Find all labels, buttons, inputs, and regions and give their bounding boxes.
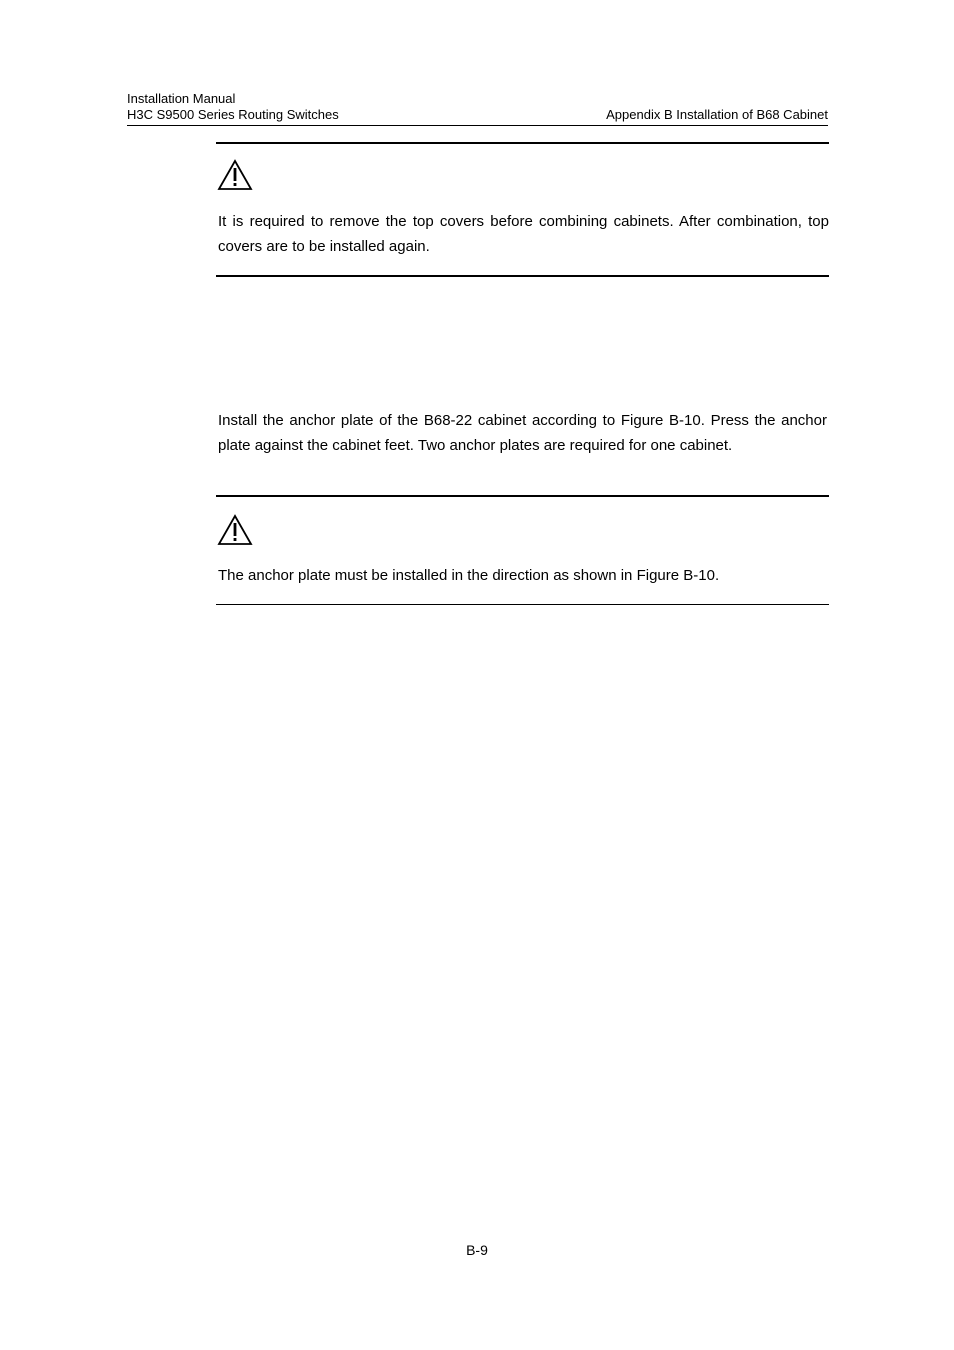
header-title-block — [127, 91, 339, 123]
header-section-title: Appendix B Installation of B68 Cabinet — [606, 107, 828, 122]
caution-icon — [217, 514, 253, 546]
caution-text: The anchor plate must be installed in the direction as shown in Figure B-10. — [218, 567, 720, 584]
caution-text: It is required to remove the top covers before combining cabinets. After combination, top covers are to be installed again. — [218, 213, 829, 255]
caution-notice-top-covers — [216, 142, 829, 277]
notice-divider — [216, 604, 829, 605]
notice-divider — [216, 275, 829, 277]
caution-notice-anchor-direction — [216, 495, 829, 607]
page-number: B-9 — [466, 1242, 488, 1258]
page-header — [127, 91, 828, 126]
header-product-name: H3C S9500 Series Routing Switches — [127, 107, 339, 122]
anchor-plate-instruction: Install the anchor plate of the B68-22 cabinet according to Figure B-10. Press the anchor plate against the cabinet feet. Two anchor plates are required for one cabinet. — [218, 412, 827, 454]
header-manual-title: Installation Manual — [127, 91, 236, 106]
caution-icon — [217, 159, 253, 191]
